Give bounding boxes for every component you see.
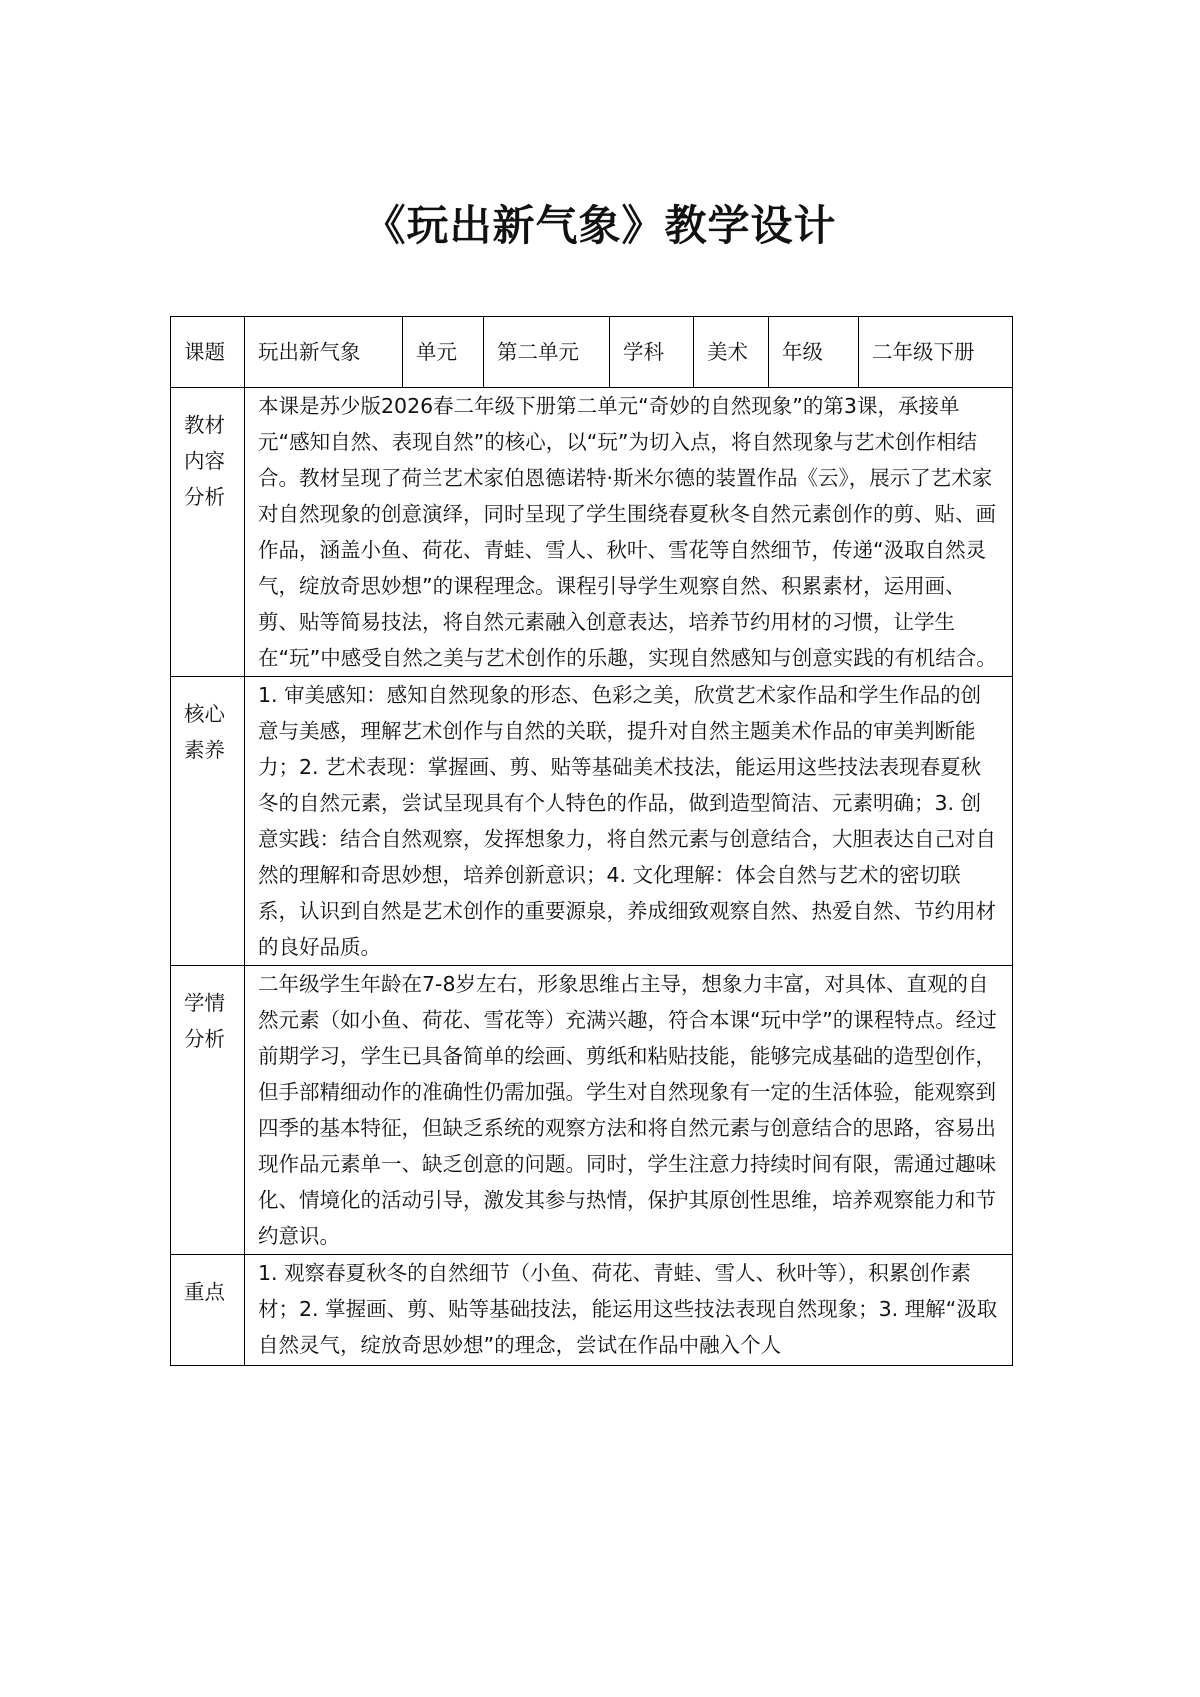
row-label-textbook-analysis: 教材内容分析 — [171, 388, 245, 677]
grade-label: 年级 — [769, 317, 859, 388]
core-literacy-text: 1. 审美感知：感知自然现象的形态、色彩之美，欣赏艺术家作品和学生作品的创意与美感，理解艺术创作与自然的关联，提升对自然主题美术作品的审美判断能力；2. 艺术表现：掌握画、剪、贴等基础美术技法，能运用这些技法表现春夏秋冬的自然元素，尝试呈现具有个人特色的作品，做到造型简洁、元素明确；3. 创意实践：结合自然观察，发挥想象力，将自然元素与创意结合，大胆表达自己对自然的理解和奇思妙想，培养创新意识；4. 文化理解：体会自然与艺术的密切联系，认识到自然是艺术创作的重要源泉，养成细致观察自然、热爱自然、节约用材的良好品质。 — [245, 677, 1013, 966]
learner-analysis-row — [171, 966, 1013, 1255]
row-label-core-literacy: 核心素养 — [171, 677, 245, 966]
subject-value: 美术 — [694, 317, 769, 388]
key-points-text: 1. 观察春夏秋冬的自然细节（小鱼、荷花、青蛙、雪人、秋叶等），积累创作素材；2. 掌握画、剪、贴等基础技法，能运用这些技法表现自然现象；3. 理解“汲取自然灵气，绽放奇思妙想”的理念，尝试在作品中融入个人 — [245, 1255, 1013, 1366]
topic-value: 玩出新气象 — [245, 317, 403, 388]
unit-label: 单元 — [403, 317, 484, 388]
core-literacy-row — [171, 677, 1013, 966]
grade-value: 二年级下册 — [859, 317, 1013, 388]
unit-value: 第二单元 — [484, 317, 610, 388]
lesson-plan-table — [170, 316, 1013, 1366]
learner-analysis-text: 二年级学生年龄在7-8岁左右，形象思维占主导，想象力丰富，对具体、直观的自然元素（如小鱼、荷花、雪花等）充满兴趣，符合本课“玩中学”的课程特点。经过前期学习，学生已具备简单的绘画、剪纸和粘贴技能，能够完成基础的造型创作，但手部精细动作的准确性仍需加强。学生对自然现象有一定的生活体验，能观察到四季的基本特征，但缺乏系统的观察方法和将自然元素与创意结合的思路，容易出现作品元素单一、缺乏创意的问题。同时，学生注意力持续时间有限，需通过趣味化、情境化的活动引导，激发其参与热情，保护其原创性思维，培养观察能力和节约意识。 — [245, 966, 1013, 1255]
textbook-analysis-row — [171, 388, 1013, 677]
key-points-row — [171, 1255, 1013, 1366]
subject-label: 学科 — [610, 317, 694, 388]
row-label-learner-analysis: 学情分析 — [171, 966, 245, 1255]
topic-label: 课题 — [171, 317, 245, 388]
textbook-analysis-text: 本课是苏少版2026春二年级下册第二单元“奇妙的自然现象”的第3课，承接单元“感知自然、表现自然”的核心，以“玩”为切入点，将自然现象与艺术创作相结合。教材呈现了荷兰艺术家伯恩德诺特·斯米尔德的装置作品《云》，展示了艺术家对自然现象的创意演绎，同时呈现了学生围绕春夏秋冬自然元素创作的剪、贴、画作品，涵盖小鱼、荷花、青蛙、雪人、秋叶、雪花等自然细节，传递“汲取自然灵气，绽放奇思妙想”的课程理念。课程引导学生观察自然、积累素材，运用画、剪、贴等简易技法，将自然元素融入创意表达，培养节约用材的习惯，让学生在“玩”中感受自然之美与艺术创作的乐趣，实现自然感知与创意实践的有机结合。 — [245, 388, 1013, 677]
page-title: 《玩出新气象》教学设计 — [363, 201, 837, 250]
row-label-key-points: 重点 — [171, 1255, 245, 1366]
header-row — [171, 317, 1013, 388]
